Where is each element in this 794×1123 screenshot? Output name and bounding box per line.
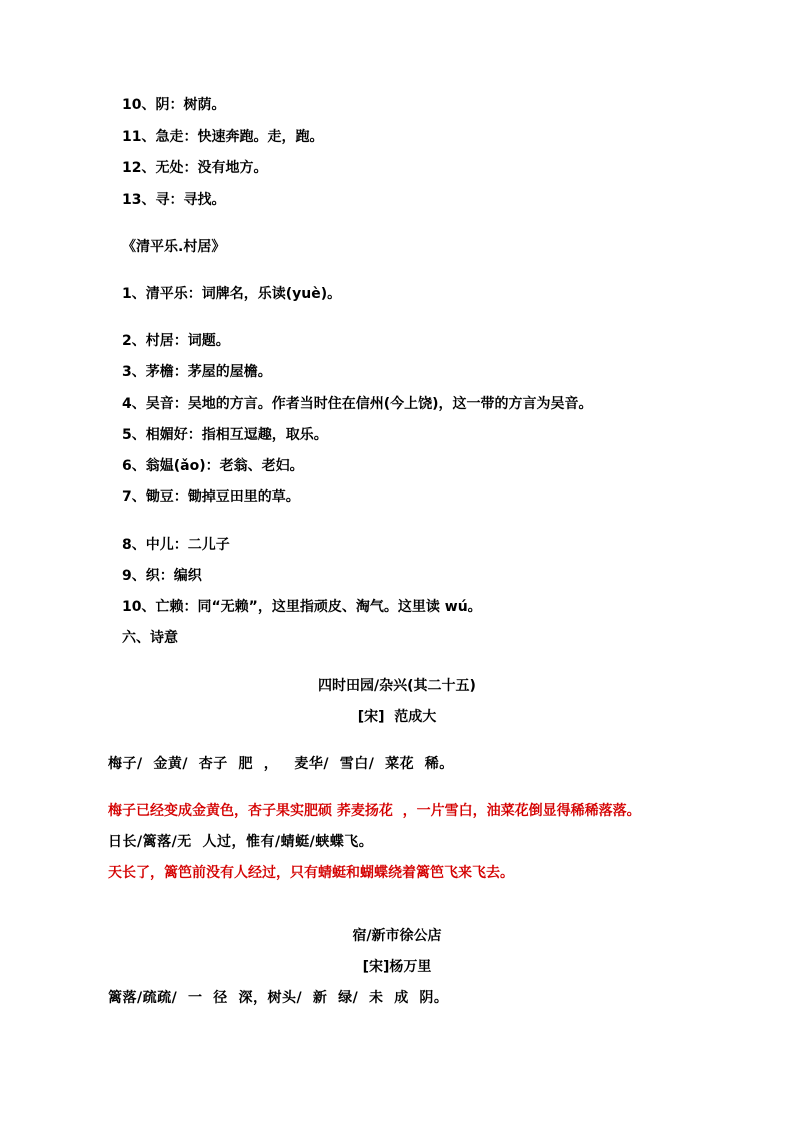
poem-line: 篱落/疏疏/ 一 径 深，树头/ 新 绿/ 未 成 阴。 [108, 990, 449, 1006]
note-line: 2、村居：词题。 [122, 333, 230, 349]
poem-line: 日长/篱落/无 人过，惟有/蜻蜓/蛱蝶飞。 [108, 834, 374, 850]
note-line: 6、翁媪(ǎo)：老翁、老妇。 [122, 458, 304, 474]
note-line: 10、亡赖：同“无赖”，这里指顽皮、淘气。这里读 wú。 [122, 599, 482, 615]
poem-translation: 梅子已经变成金黄色，杏子果实肥硕 荞麦扬花 ，一片雪白，油菜花倒显得稀稀落落。 [108, 803, 641, 819]
note-line: 3、茅檐：茅屋的屋檐。 [122, 364, 272, 380]
note-line: 9、织：编织 [122, 568, 202, 584]
poem-translation: 天长了，篱笆前没有人经过，只有蜻蜓和蝴蝶绕着篱笆飞来飞去。 [108, 865, 514, 881]
note-line: 4、吴音：吴地的方言。作者当时住在信州(今上饶)，这一带的方言为吴音。 [122, 396, 593, 412]
poem-author: [宋] 范成大 [357, 709, 437, 725]
note-line: 10、阴：树荫。 [122, 97, 226, 113]
section-title: 《清平乐.村居》 [122, 239, 226, 255]
note-line: 1、清平乐：词牌名，乐读(yuè)。 [122, 286, 342, 302]
poem-title: 宿/新市徐公店 [352, 928, 442, 944]
note-line: 5、相媚好：指相互逗趣，取乐。 [122, 427, 328, 443]
poem-line: 梅子/ 金黄/ 杏子 肥 ， 麦华/ 雪白/ 菜花 稀。 [108, 756, 454, 772]
note-line: 7、锄豆：锄掉豆田里的草。 [122, 489, 300, 505]
poem-author: [宋]杨万里 [362, 959, 432, 975]
poem-title: 四时田园/杂兴(其二十五) [318, 678, 476, 694]
note-line: 12、无处：没有地方。 [122, 160, 268, 176]
note-line: 11、急走：快速奔跑。走，跑。 [122, 129, 324, 145]
note-line: 8、中儿：二儿子 [122, 537, 230, 553]
note-line: 13、寻：寻找。 [122, 192, 226, 208]
section-heading: 六、诗意 [122, 630, 178, 646]
